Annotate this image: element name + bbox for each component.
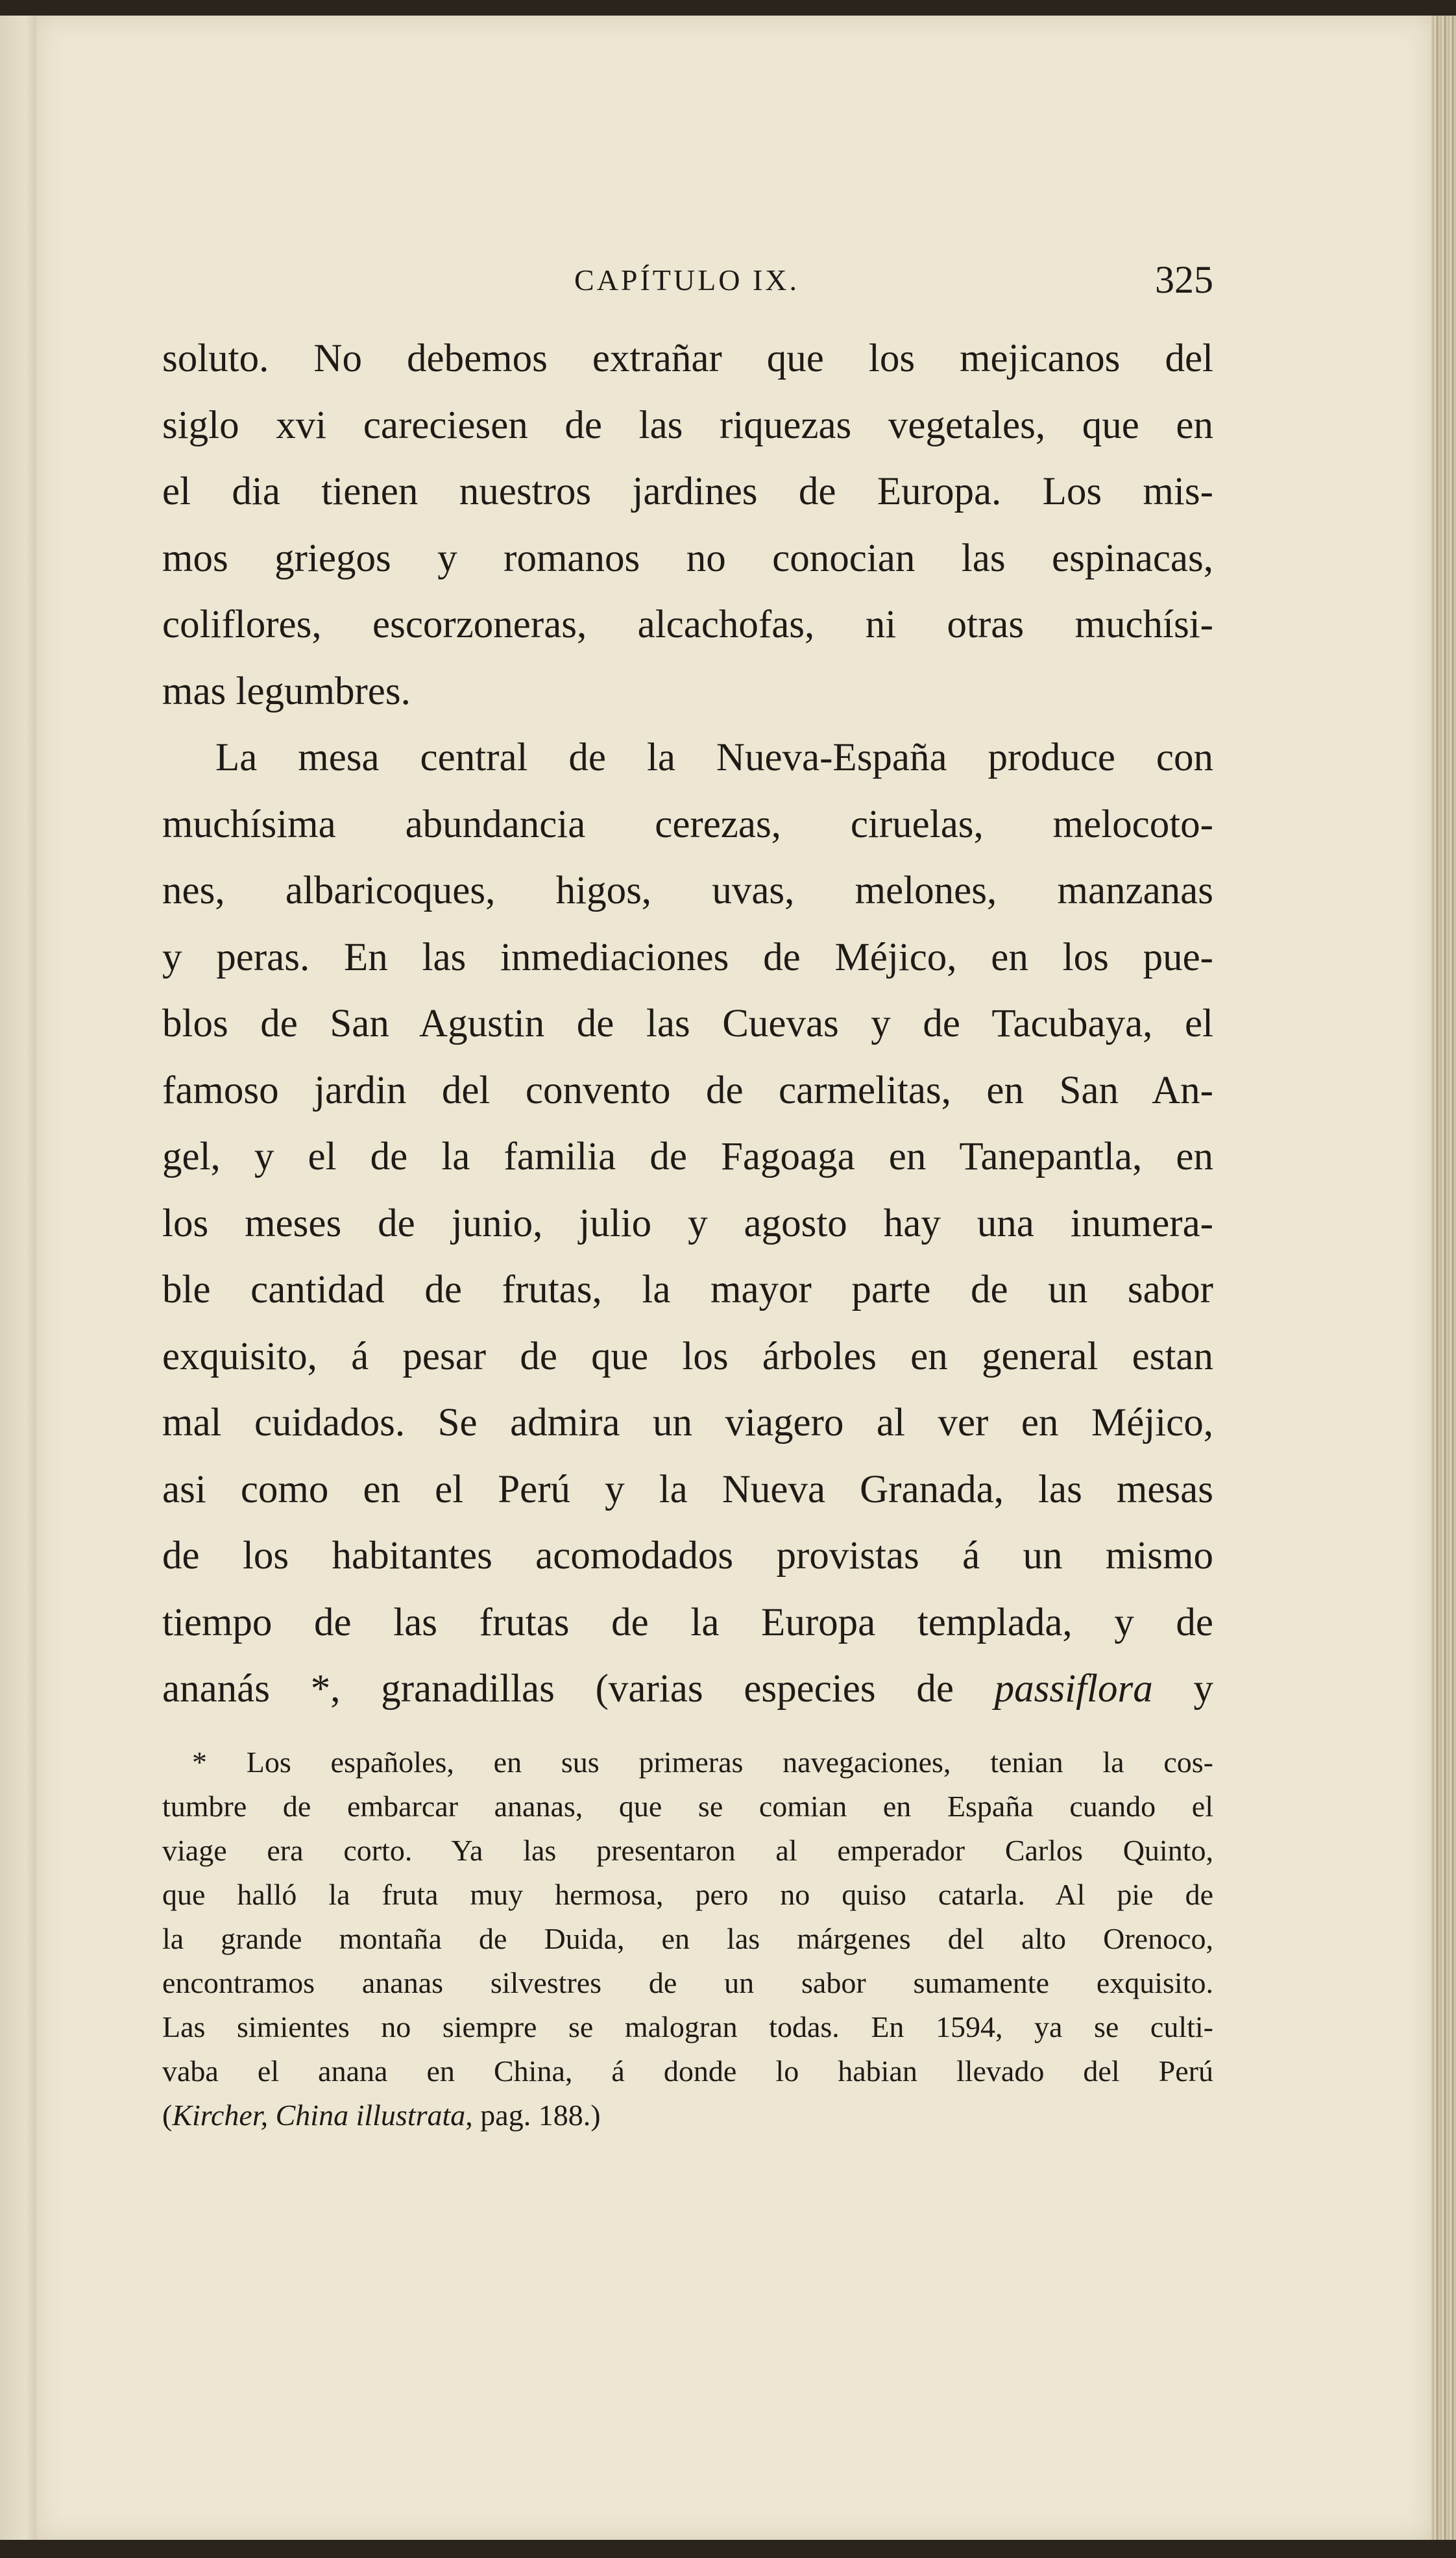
body-line: asi como en el Perú y la Nueva Granada, las mesas (162, 1467, 1213, 1511)
footnote-line: Las simientes no siempre se malogran todas. En 1594, ya se culti- (162, 2010, 1213, 2043)
bottom-edge (0, 2540, 1456, 2558)
footnote-span: ( (162, 2099, 173, 2132)
footnote-line: encontramos ananas silvestres de un sabor sumamente exquisito. (162, 1966, 1213, 1999)
body-line: gel, y el de la familia de Fagoaga en Tanepantla, en (162, 1135, 1213, 1178)
body-line: blos de San Agustin de las Cuevas y de Tacubaya, el (162, 1002, 1213, 1045)
body-line: famoso jardin del convento de carmelitas, en San An- (162, 1068, 1213, 1112)
body-line: los meses de junio, julio y agosto hay una inumera- (162, 1201, 1213, 1245)
body-line: de los habitantes acomodados provistas á un mismo (162, 1534, 1213, 1577)
citation-italic: Kircher, China illustrata (172, 2099, 466, 2132)
footnote-line: viage era corto. Ya las presentaron al emperador Carlos Quinto, (162, 1834, 1213, 1867)
body-line: coliflores, escorzoneras, alcachofas, ni otras muchísi- (162, 603, 1213, 646)
body-line: mos griegos y romanos no conocian las espinacas, (162, 536, 1213, 580)
page-number: 325 (1155, 258, 1213, 301)
footnote-line-last (162, 2093, 1213, 2138)
chapter-title: CAPÍTULO IX. (574, 263, 799, 297)
body-line: tiempo de las frutas de la Europa templada, y de (162, 1600, 1213, 1644)
footnote (162, 1740, 1213, 2138)
body-text-span: y (1152, 1667, 1213, 1711)
page-edge-right (1431, 16, 1456, 2540)
body-text-span: ananás *, granadillas (varias especies de (162, 1667, 995, 1711)
body-line-last (162, 1656, 1213, 1723)
body-line: muchísima abundancia cerezas, ciruelas, melocoto- (162, 802, 1213, 846)
footnote-line: que halló la fruta muy hermosa, pero no quiso catarla. Al pie de (162, 1878, 1213, 1911)
footnote-line: tumbre de embarcar ananas, que se comian en España cuando el (162, 1790, 1213, 1823)
body-line: el dia tienen nuestros jardines de Europa. Los mis- (162, 470, 1213, 513)
footnote-span: , pag. 188.) (465, 2099, 601, 2132)
footnote-line: * Los españoles, en sus primeras navegaciones, tenian la cos- (192, 1746, 1213, 1779)
body-line: ble cantidad de frutas, la mayor parte de un sabor (162, 1268, 1213, 1311)
running-head (162, 258, 1213, 315)
italic-term: passiflora (994, 1667, 1153, 1711)
footnote-line: la grande montaña de Duida, en las márgenes del alto Orenoco, (162, 1922, 1213, 1955)
body-line: y peras. En las inmediaciones de Méjico, en los pue- (162, 935, 1213, 979)
body-line: siglo xvi careciesen de las riquezas vegetales, que en (162, 403, 1213, 447)
footnote-line: vaba el anana en China, á donde lo habian llevado del Perú (162, 2054, 1213, 2088)
body-line: exquisito, á pesar de que los árboles en general estan (162, 1334, 1213, 1378)
body-line: mas legumbres. (162, 669, 411, 713)
body-line: soluto. No debemos extrañar que los mejicanos del (162, 337, 1213, 380)
body-line: mal cuidados. Se admira un viagero al ver en Méjico, (162, 1401, 1213, 1444)
page-edge-left (0, 16, 36, 2540)
body-line: La mesa central de la Nueva-España produce con (215, 736, 1213, 779)
body-text (162, 326, 1213, 1723)
body-line: nes, albaricoques, higos, uvas, melones, manzanas (162, 869, 1213, 912)
